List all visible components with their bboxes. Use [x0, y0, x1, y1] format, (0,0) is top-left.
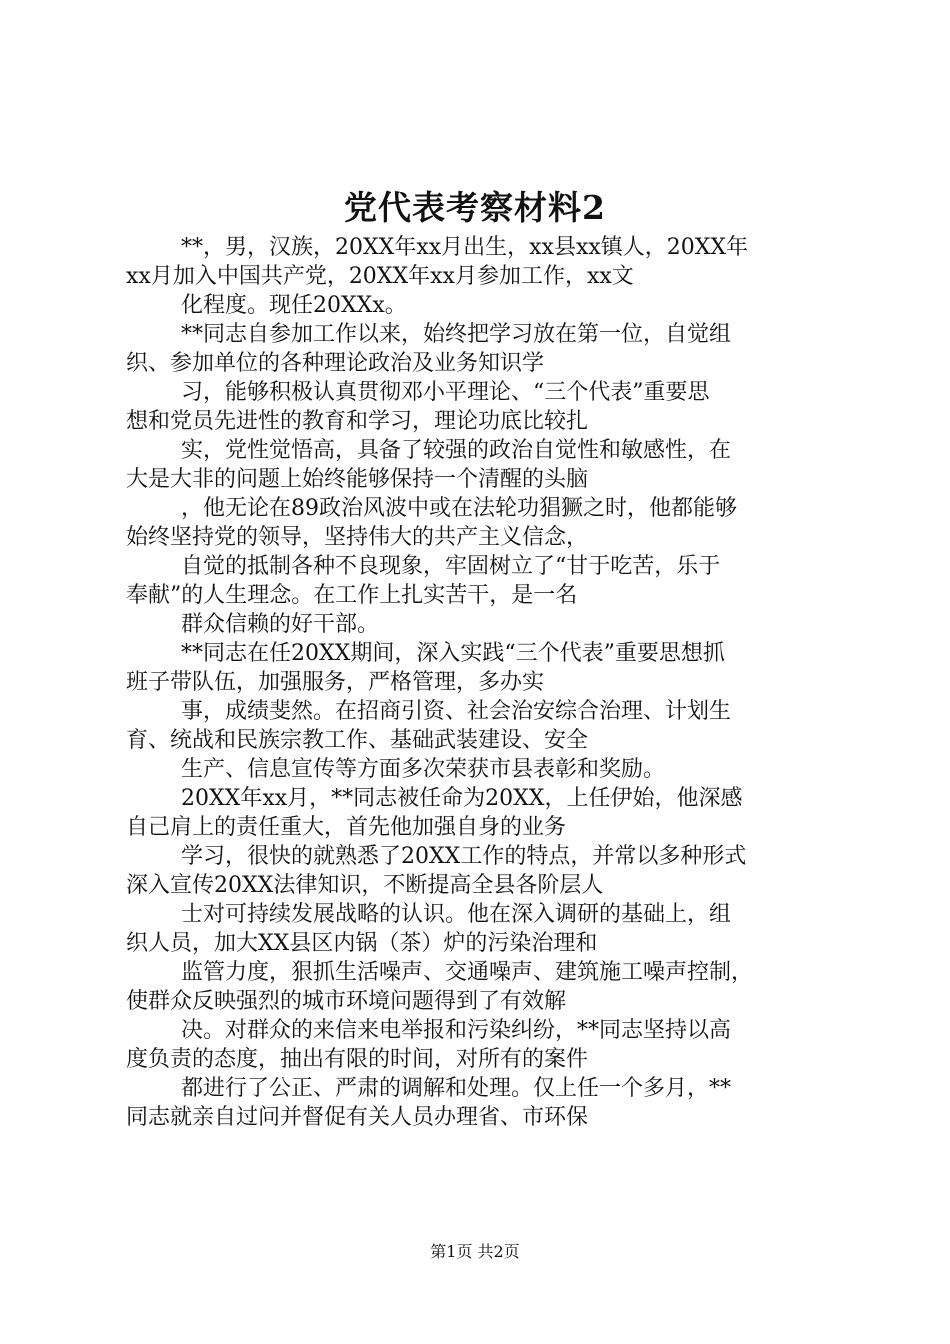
text-line: 群众信赖的好干部。 [181, 612, 380, 637]
text-line: 育、统战和民族宗教工作、基础武装建设、安全 [126, 728, 589, 753]
text-line: 决。对群众的来信来电举报和污染纠纷，**同志坚持以高 [181, 1018, 732, 1043]
text-line: 度负责的态度，抽出有限的时间，对所有的案件 [126, 1047, 589, 1072]
text-line: 班子带队伍，加强服务，严格管理，多办实 [126, 670, 545, 695]
text-line: 都进行了公正、严肃的调解和处理。仅上任一个多月，** [181, 1076, 732, 1101]
document-body [126, 233, 846, 1132]
text-line: 生产、信息宣传等方面多次荣获市县表彰和奖励。 [181, 757, 666, 782]
text-line: xx月加入中国共产党，20XX年xx月参加工作，xx文 [126, 264, 634, 289]
text-line: 奉献”的人生理念。在工作上扎实苦干，是一名 [126, 583, 578, 608]
text-line: 织人员，加大XX县区内锅（茶）炉的污染治理和 [126, 931, 598, 956]
text-line: 士对可持续发展战略的认识。他在深入调研的基础上，组 [181, 902, 732, 927]
text-line: 想和党员先进性的教育和学习，理论功底比较扎 [126, 409, 589, 434]
text-line: 学习，很快的就熟悉了20XX工作的特点，并常以多种形式 [181, 844, 747, 869]
text-line: 使群众反映强烈的城市环境问题得到了有效解 [126, 989, 567, 1014]
text-line: 20XX年xx月，**同志被任命为20XX，上任伊始，他深感 [181, 786, 743, 811]
text-line: 织、参加单位的各种理论政治及业务知识学 [126, 351, 545, 376]
text-line: 习，能够积极认真贯彻邓小平理论、“三个代表”重要思 [181, 380, 710, 405]
text-line: 深入宣传20XX法律知识，不断提高全县各阶层人 [126, 873, 604, 898]
text-line: 实，党性觉悟高，具备了较强的政治自觉性和敏感性，在 [181, 438, 732, 463]
text-line: 监管力度，狠抓生活噪声、交通噪声、建筑施工噪声控制， [181, 960, 754, 985]
text-line: 事，成绩斐然。在招商引资、社会治安综合治理、计划生 [181, 699, 732, 724]
text-line: 化程度。现任20XXx。 [181, 293, 407, 318]
text-line: 始终坚持党的领导，坚持伟大的共产主义信念， [126, 525, 589, 550]
text-line: 同志就亲自过问并督促有关人员办理省、市环保 [126, 1105, 589, 1130]
text-line: 自己肩上的责任重大，首先他加强自身的业务 [126, 815, 567, 840]
page-footer: 第1页 共2页 [430, 1242, 520, 1261]
text-line: 自觉的抵制各种不良现象，牢固树立了“甘于吃苦，乐于 [181, 554, 721, 579]
text-line: **，男，汉族，20XX年xx月出生，xx县xx镇人，20XX年 [181, 235, 749, 260]
document-title: 党代表考察材料2 [344, 188, 606, 227]
text-line: 大是大非的问题上始终能够保持一个清醒的头脑 [126, 467, 589, 492]
text-line: ，他无论在89政治风波中或在法轮功猖獗之时，他都能够 [181, 496, 737, 521]
text-line: **同志自参加工作以来，始终把学习放在第一位，自觉组 [181, 322, 732, 347]
text-line: **同志在任20XX期间，深入实践“三个代表”重要思想抓 [181, 641, 725, 666]
